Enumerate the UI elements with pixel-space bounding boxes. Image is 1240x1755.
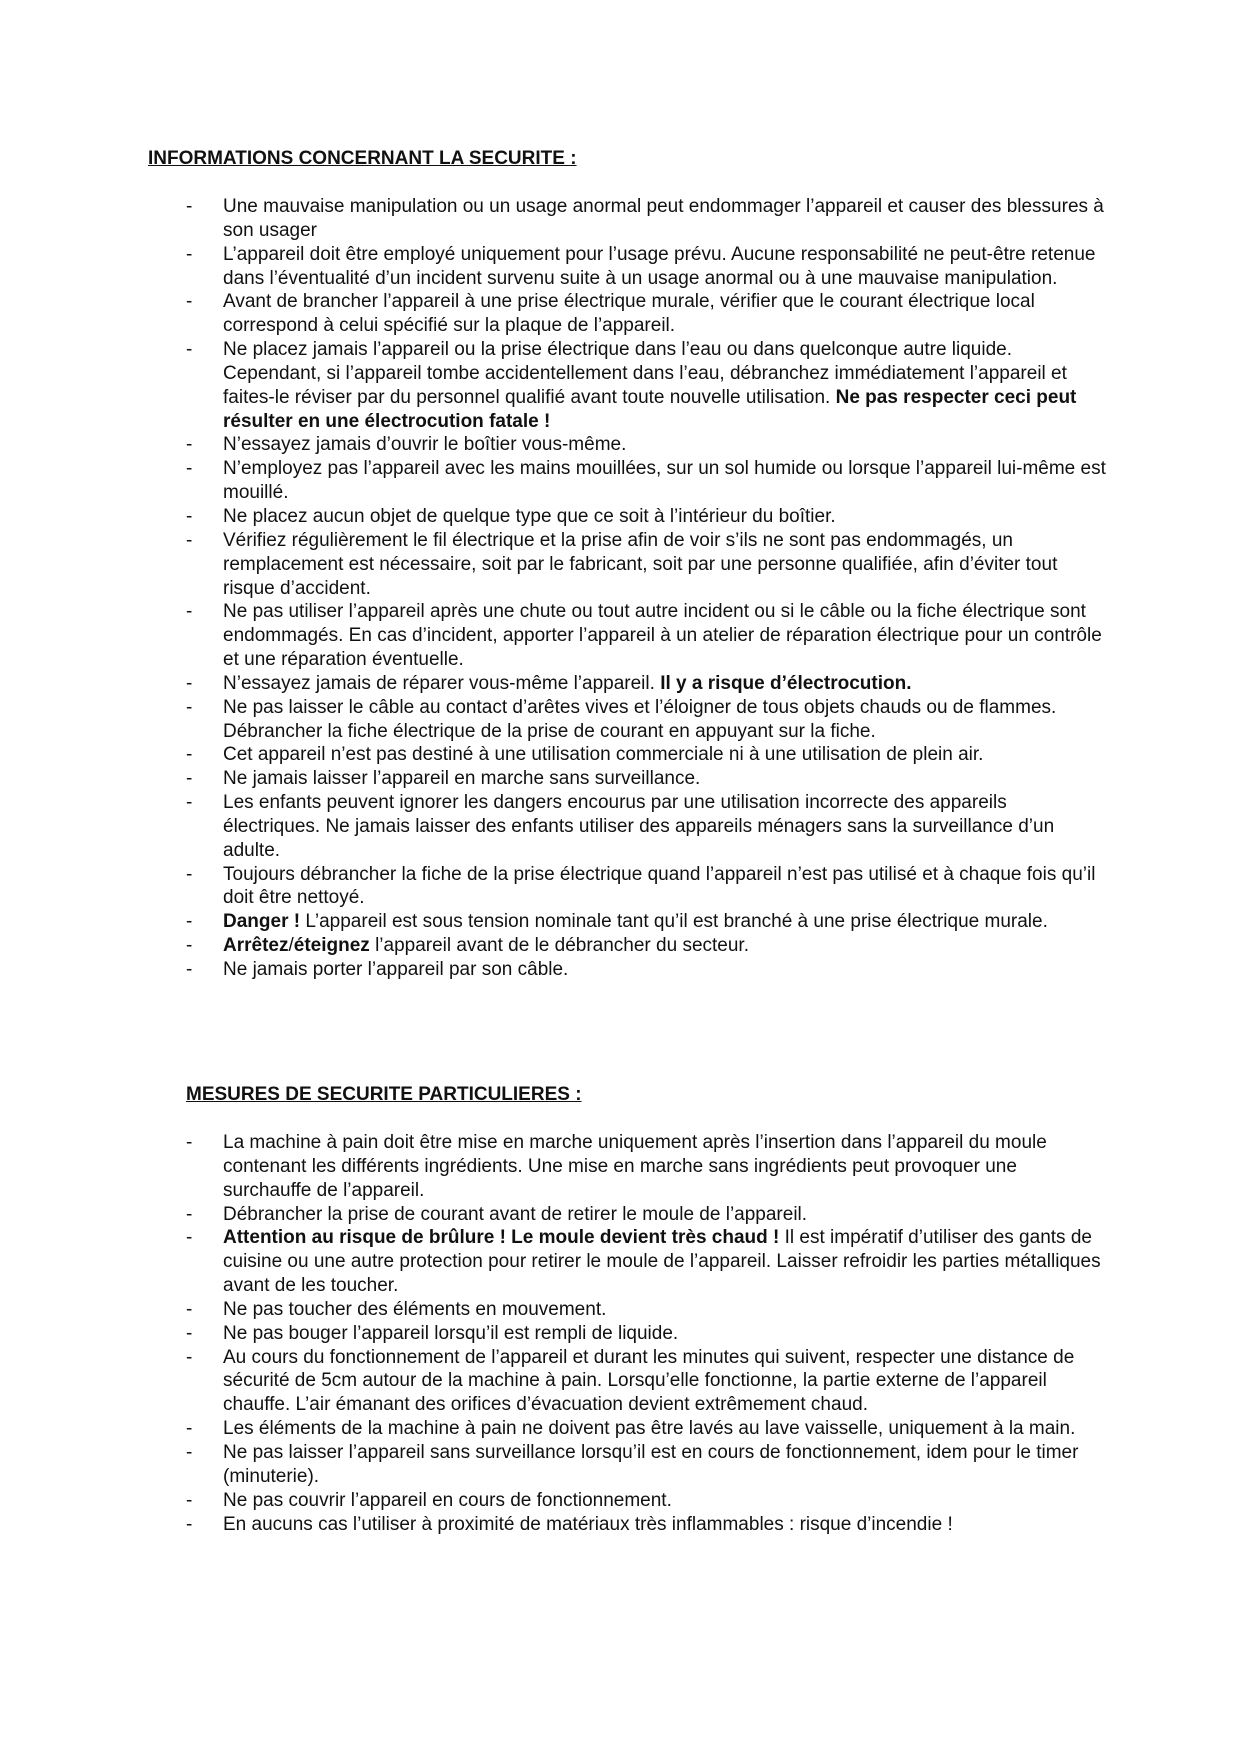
safety-information-list	[186, 195, 1106, 982]
item-text: N’employez pas l’appareil avec les mains mouillées, sur un sol humide ou lorsque l’appareil lui-même est mouillé.	[223, 458, 1106, 504]
item-text: Débrancher la prise de courant avant de retirer le moule de l’appareil.	[223, 1203, 808, 1225]
bullet-dash: -	[186, 696, 193, 718]
item-text: Au cours du fonctionnement de l’appareil et durant les minutes qui suivent, respecter une distance de sécurité de 5cm autour de la machine à pain. Lorsqu’elle fonctionne, la partie externe de l’appareil chauffe. L’air émanant des orifices d’évacuation devient extrêmement chaud.	[223, 1346, 1075, 1416]
list-item	[186, 1203, 1106, 1227]
bullet-dash: -	[186, 601, 193, 623]
item-text: Les enfants peuvent ignorer les dangers encourus par une utilisation incorrecte des appareils électriques. Ne jamais laisser des enfants utiliser des appareils ménagers sans la surveillance d’un adulte.	[223, 792, 1055, 861]
bullet-dash: -	[186, 1418, 193, 1440]
list-item	[186, 338, 1106, 433]
list-item	[186, 457, 1106, 505]
item-text: N’essayez jamais d’ouvrir le boîtier vous-même.	[223, 434, 627, 456]
list-item	[186, 1513, 1106, 1537]
item-text: Ne placez jamais l’appareil ou la prise électrique dans l’eau ou dans quelconque autre liquide. Cependant, si l’appareil tombe accidentellement dans l’eau, débranchez immédiatement l’appareil et faites-le réviser par du personnel qualifié avant toute nouvelle utilisation.	[223, 339, 1067, 408]
bullet-dash: -	[186, 1132, 193, 1153]
bullet-dash: -	[186, 1298, 193, 1320]
item-text: Les éléments de la machine à pain ne doivent pas être lavés au lave vaisselle, uniquement à la main.	[223, 1418, 1076, 1440]
bullet-dash: -	[186, 768, 193, 790]
bullet-dash: -	[186, 505, 193, 527]
bullet-dash: -	[186, 1346, 193, 1368]
bullet-dash: -	[186, 744, 193, 766]
list-item	[186, 934, 1106, 958]
item-text: Ne pas bouger l’appareil lorsqu’il est rempli de liquide.	[223, 1322, 679, 1344]
list-item	[186, 1346, 1106, 1418]
list-item	[186, 672, 1106, 696]
list-item	[186, 505, 1106, 529]
list-item	[186, 910, 1106, 934]
item-text: Ne pas laisser l’appareil sans surveillance lorsqu’il est en cours de fonctionnement, idem pour le timer (minuterie).	[223, 1441, 1079, 1487]
list-item	[186, 600, 1106, 672]
item-text: Une mauvaise manipulation ou un usage anormal peut endommager l’appareil et causer des blessures à son usager	[223, 196, 1104, 241]
bullet-dash: -	[186, 672, 193, 694]
item-text: Vérifiez régulièrement le fil électrique et la prise afin de voir s’ils ne sont pas endommagés, un remplacement est nécessaire, soit par le fabricant, soit par une personne qualifiée, afin d’éviter tout risque d’accident.	[223, 529, 1058, 599]
bullet-dash: -	[186, 911, 193, 933]
bullet-dash: -	[186, 434, 193, 456]
bullet-dash: -	[186, 1441, 193, 1463]
bold-text: Arrêtez	[223, 935, 289, 957]
list-item	[186, 1489, 1106, 1513]
list-item	[186, 1298, 1106, 1322]
bullet-dash: -	[186, 863, 193, 885]
list-item	[186, 529, 1106, 601]
item-text: N’essayez jamais de réparer vous-même l’appareil.	[223, 672, 661, 694]
list-item	[186, 1322, 1106, 1346]
list-item	[186, 863, 1106, 911]
bullet-dash: -	[186, 1227, 193, 1249]
list-item	[186, 743, 1106, 767]
item-text: Cet appareil n’est pas destiné à une utilisation commerciale ni à une utilisation de plein air.	[223, 744, 984, 766]
list-item	[186, 1417, 1106, 1441]
item-text: Avant de brancher l’appareil à une prise électrique murale, vérifier que le courant électrique local correspond à celui spécifié sur la plaque de l’appareil.	[223, 291, 1035, 337]
list-item	[186, 767, 1106, 791]
list-item	[186, 243, 1106, 291]
bullet-dash: -	[186, 291, 193, 313]
item-text: L’appareil est sous tension nominale tant qu’il est branché à une prise électrique murale.	[300, 911, 1048, 933]
item-text: Il est impératif d’utiliser des gants de cuisine ou une autre protection pour retirer le moule de l’appareil. Laisser refroidir les parties métalliques avant de les toucher.	[223, 1227, 1101, 1297]
list-item	[186, 696, 1106, 744]
bold-text: Danger !	[223, 911, 301, 933]
item-text: En aucuns cas l’utiliser à proximité de matériaux très inflammables : risque d’incendie !	[223, 1513, 953, 1535]
bullet-dash: -	[186, 1203, 193, 1225]
item-text: Ne jamais laisser l’appareil en marche sans surveillance.	[223, 768, 701, 790]
bold-text: éteignez	[293, 935, 370, 957]
bullet-dash: -	[186, 1322, 193, 1344]
item-text: Ne pas utiliser l’appareil après une chute ou tout autre incident ou si le câble ou la fiche électrique sont endommagés. En cas d’incident, apporter l’appareil à un atelier de réparation électrique pour un contrôle et une réparation éventuelle.	[223, 601, 1102, 671]
list-item	[186, 791, 1106, 863]
item-text: l’appareil avant de le débrancher du secteur.	[369, 935, 749, 957]
special-safety-measures-list	[186, 1131, 1106, 1536]
bold-text: Ne pas respecter ceci peut résulter en une électrocution fatale !	[223, 386, 1077, 432]
item-text: /	[288, 935, 294, 957]
item-text: Ne pas toucher des éléments en mouvement.	[223, 1298, 607, 1320]
safety-information-heading: INFORMATIONS CONCERNANT LA SECURITE :	[148, 148, 577, 169]
bold-text: Il y a risque d’électrocution.	[660, 672, 912, 694]
list-item	[186, 433, 1106, 457]
bullet-dash: -	[186, 792, 193, 814]
item-text: L’appareil doit être employé uniquement pour l’usage prévu. Aucune responsabilité ne peut-être retenue dans l’éventualité d’un incident survenu suite à un usage anormal ou à une mauvaise manipulation.	[223, 243, 1096, 289]
item-text: Toujours débrancher la fiche de la prise électrique quand l’appareil n’est pas utilisé et à chaque fois qu’il doit être nettoyé.	[223, 863, 1096, 909]
list-item	[186, 1441, 1106, 1489]
list-item	[186, 1226, 1106, 1298]
list-item	[186, 195, 1106, 243]
bullet-dash: -	[186, 243, 193, 265]
bullet-dash: -	[186, 1489, 193, 1511]
item-text: Ne jamais porter l’appareil par son câble.	[223, 959, 569, 980]
list-item	[186, 290, 1106, 338]
bullet-dash: -	[186, 339, 193, 361]
item-text: La machine à pain doit être mise en marche uniquement après l’insertion dans l’appareil du moule contenant les différents ingrédients. Une mise en marche sans ingrédients peut provoquer une surchauffe de l’appareil.	[223, 1132, 1047, 1201]
list-item	[186, 1131, 1106, 1203]
bold-text: Attention au risque de brûlure ! Le moule devient très chaud !	[223, 1227, 780, 1249]
item-text: Ne pas couvrir l’appareil en cours de fonctionnement.	[223, 1489, 672, 1511]
list-item	[186, 958, 1106, 982]
special-safety-measures-heading: MESURES DE SECURITE PARTICULIERES :	[186, 1084, 582, 1105]
bullet-dash: -	[186, 1513, 193, 1535]
bullet-dash: -	[186, 458, 193, 480]
bullet-dash: -	[186, 196, 193, 217]
item-text: Ne placez aucun objet de quelque type que ce soit à l’intérieur du boîtier.	[223, 505, 836, 527]
bullet-dash: -	[186, 959, 193, 980]
bullet-dash: -	[186, 529, 193, 551]
item-text: Ne pas laisser le câble au contact d’arêtes vives et l’éloigner de tous objets chauds ou de flammes. Débrancher la fiche électrique de la prise de courant en appuyant sur la fiche.	[223, 696, 1057, 742]
bullet-dash: -	[186, 935, 193, 957]
